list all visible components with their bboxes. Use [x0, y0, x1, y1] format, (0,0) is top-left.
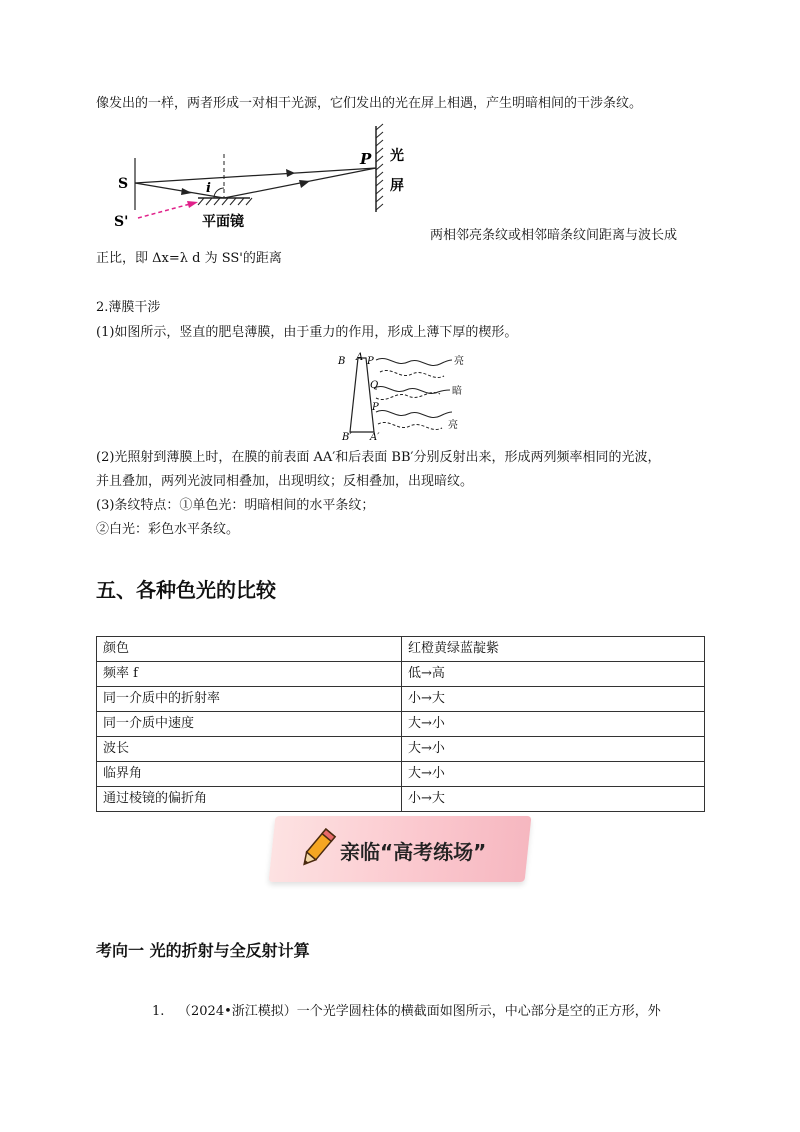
- lloyd-mirror-figure: [110, 118, 420, 238]
- color-comparison-table: [96, 636, 705, 812]
- section2-p4: ②白光：彩色水平条纹。: [96, 522, 240, 537]
- label-q: Q: [370, 380, 379, 391]
- label-b-prime: B′: [342, 432, 352, 442]
- table-cell: 大→小: [402, 762, 705, 787]
- question-text: （2024•浙江模拟）一个光学圆柱体的横截面如图所示，中心部分是空的正方形，外: [178, 1004, 661, 1019]
- fringe-note-left: 正比，即 Δx=λ d 为 SS'的距离: [96, 251, 282, 266]
- label-bright-2: 亮: [448, 420, 458, 431]
- table-row: [97, 762, 705, 787]
- table-cell: 红橙黄绿蓝靛紫: [402, 637, 705, 662]
- section2-title: 2.薄膜干涉: [96, 300, 161, 315]
- mirror-hatching: [198, 198, 252, 205]
- table-cell: 临界角: [97, 762, 402, 787]
- table-row: [97, 712, 705, 737]
- section2-p3: (3)条纹特点：①单色光：明暗相间的水平条纹；: [96, 498, 375, 513]
- label-a-prime: A′: [370, 432, 380, 442]
- label-s: S: [118, 176, 129, 192]
- label-s-prime: S': [114, 214, 129, 230]
- label-i: i: [206, 181, 211, 196]
- table-cell: 低→高: [402, 662, 705, 687]
- screen-label-1: 光: [390, 148, 404, 164]
- table-cell: 通过棱镜的偏折角: [97, 787, 402, 812]
- table-cell: 同一介质中速度: [97, 712, 402, 737]
- label-p1: P: [367, 356, 374, 367]
- question-number: 1.: [152, 1004, 165, 1019]
- soap-film-wedge: [350, 358, 374, 432]
- table-cell: 同一介质中的折射率: [97, 687, 402, 712]
- table-cell: 波长: [97, 737, 402, 762]
- intro-line: 像发出的一样，两者形成一对相干光源，它们发出的光在屏上相遇，产生明暗相间的干涉条纹。: [96, 96, 643, 111]
- section2-p2b: 并且叠加，两列光波同相叠加，出现明纹；反相叠加，出现暗纹。: [96, 474, 474, 489]
- label-p2: P: [372, 402, 379, 413]
- table-cell: 小→大: [402, 687, 705, 712]
- table-row: [97, 737, 705, 762]
- label-dark: 暗: [452, 386, 462, 397]
- virtual-ray-arrow: [187, 201, 198, 208]
- table-cell: 小→大: [402, 787, 705, 812]
- table-cell: 大→小: [402, 737, 705, 762]
- topic-title: 考向一 光的折射与全反射计算: [96, 941, 310, 960]
- reflected-ray-arrow: [299, 180, 310, 188]
- table-row: [97, 637, 705, 662]
- mirror-label: 平面镜: [202, 214, 244, 230]
- table-cell: 频率 f: [97, 662, 402, 687]
- wave-group-3: [376, 410, 452, 429]
- virtual-ray: [138, 204, 190, 218]
- wave-group-1: [376, 358, 452, 377]
- table-row: [97, 787, 705, 812]
- banner-text: 亲临“高考练场”: [340, 840, 487, 864]
- label-bright-1: 亮: [454, 356, 464, 367]
- screen-label-2: 屏: [390, 178, 404, 194]
- table-cell: 颜色: [97, 637, 402, 662]
- label-a: A: [356, 352, 364, 363]
- label-p: P: [360, 150, 372, 168]
- direct-ray-arrow: [286, 169, 295, 177]
- section2-p1: (1)如图所示，竖直的肥皂薄膜，由于重力的作用，形成上薄下厚的楔形。: [96, 325, 518, 340]
- pencil-icon: [296, 826, 338, 872]
- thin-film-figure: [336, 350, 476, 442]
- section2-p2a: (2)光照射到薄膜上时，在膜的前表面 AA′和后表面 BB′分别反射出来，形成两列频率相同的光波，: [96, 450, 661, 465]
- label-b: B: [338, 356, 346, 367]
- table-row: [97, 687, 705, 712]
- wave-group-2: [374, 386, 450, 399]
- section5-title: 五、各种色光的比较: [96, 578, 276, 602]
- fringe-note-right: 两相邻亮条纹或相邻暗条纹间距离与波长成: [430, 228, 678, 243]
- screen-hatching: [376, 124, 383, 210]
- incident-ray-arrow: [181, 188, 192, 195]
- table-cell: 大→小: [402, 712, 705, 737]
- table-row: [97, 662, 705, 687]
